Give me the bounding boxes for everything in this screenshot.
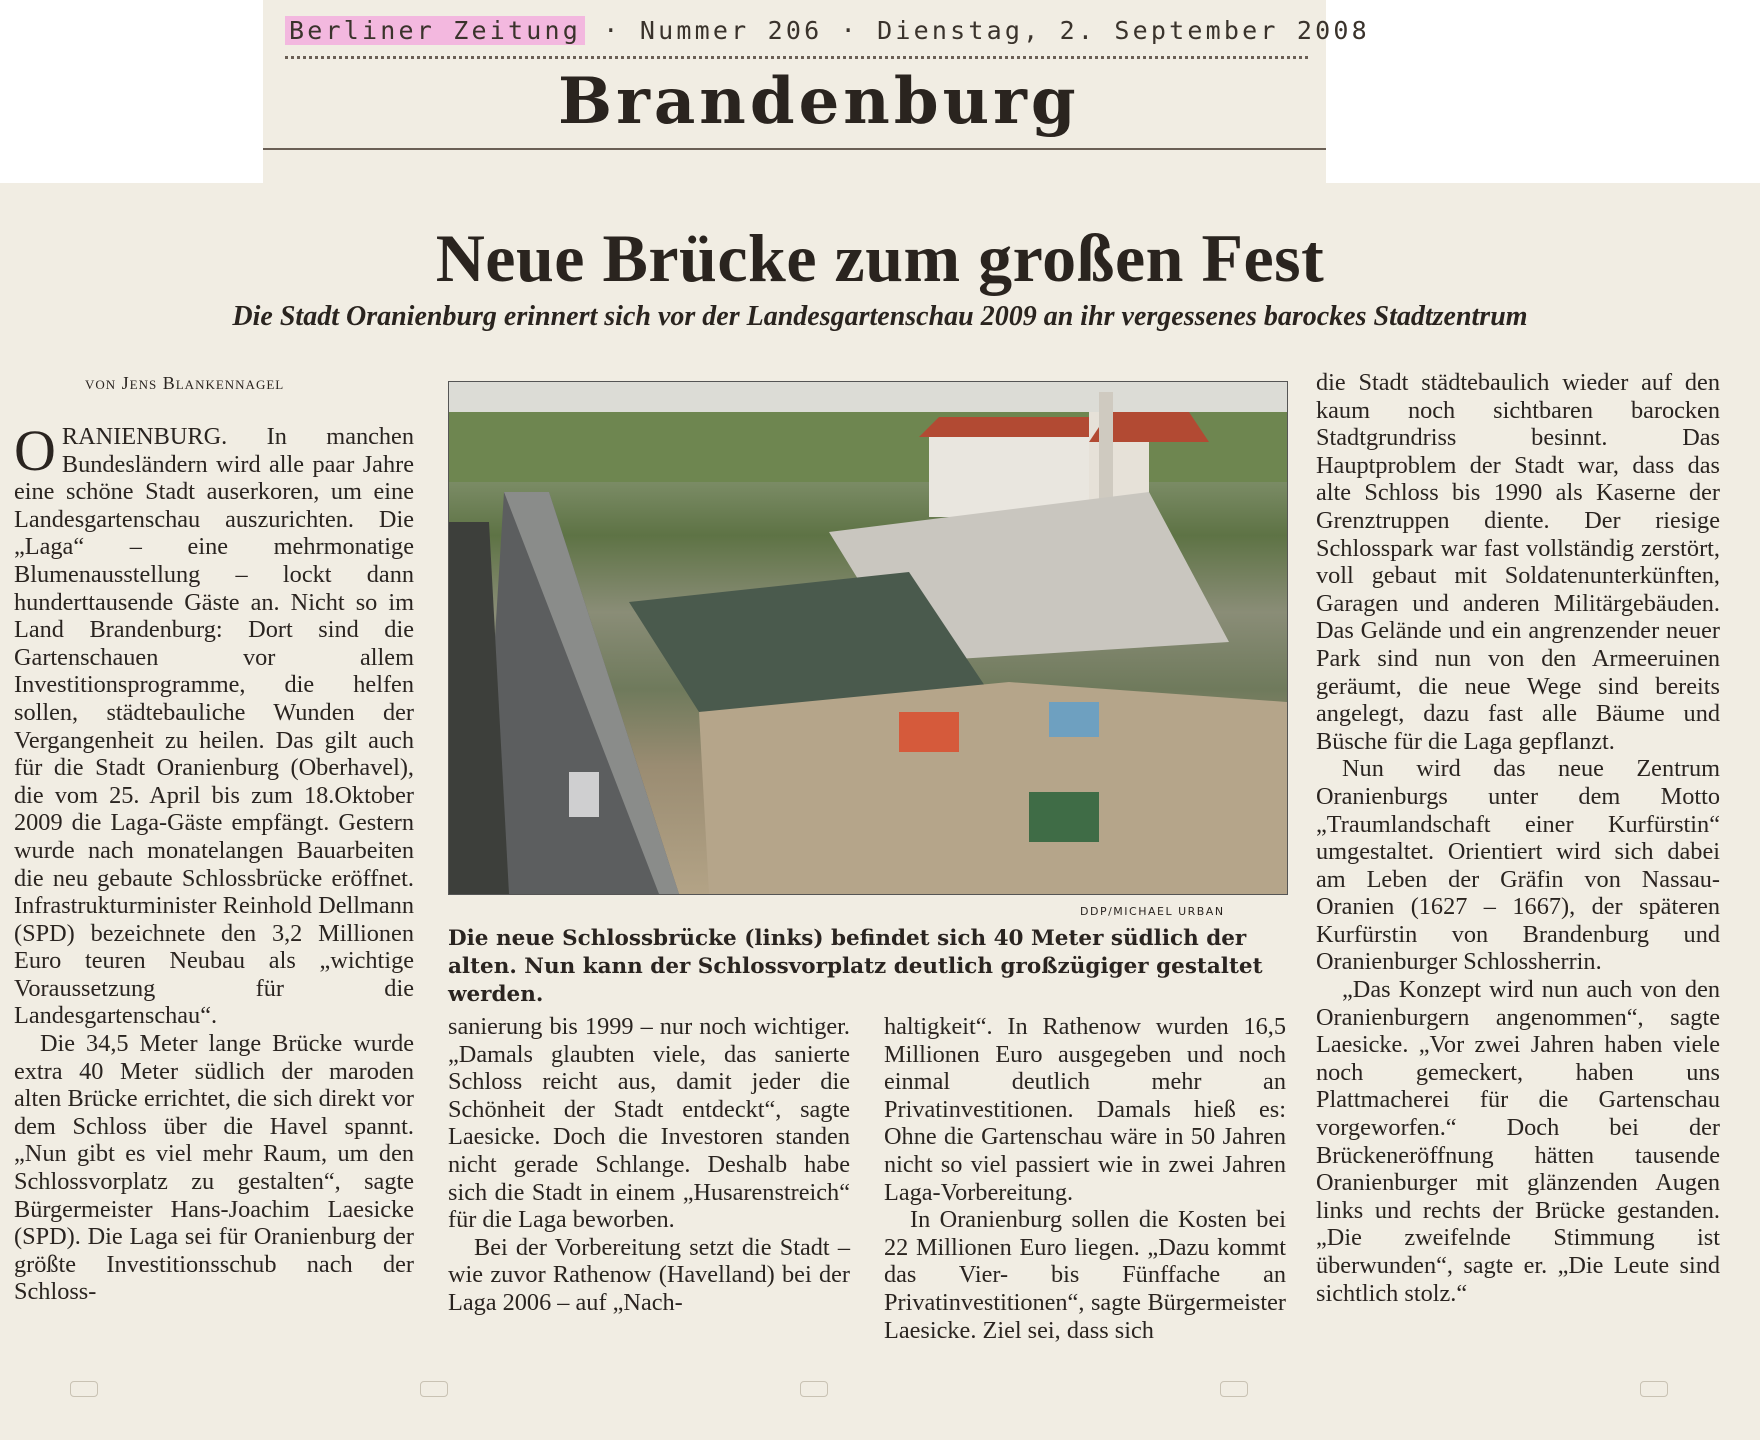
bridge-photo [448, 381, 1288, 895]
photo-caption: Die neue Schlossbrücke (links) befindet sich 40 Meter südlich der alten. Nun kann der Schlossvorplatz deutlich großzügiger gestaltet werden. [448, 926, 1263, 1007]
paragraph: haltigkeit“. In Rathenow wurden 16,5 Millionen Euro ausgegeben und noch einmal deutlich mehr an Privatinvestitionen. Damals hieß es: Ohne die Gartenschau wäre in 50 Jahren nicht so viel passiert wie in zwei Jahren Laga-Vorbereitung. [884, 1013, 1286, 1206]
separator: · [603, 16, 622, 45]
article-column-3 [884, 1013, 1286, 1344]
fold-mark [420, 1381, 448, 1397]
paragraph: Bei der Vorbereitung setzt die Stadt – wie zuvor Rathenow (Havelland) bei der Laga 2006 – auf „Nach- [448, 1233, 850, 1316]
fold-mark [1640, 1381, 1668, 1397]
bridge-photo-illustration [449, 382, 1287, 894]
photo-credit: DDP/MICHAEL URBAN [1080, 905, 1225, 918]
paragraph: die Stadt städtebaulich wieder auf den kaum noch sichtbaren barocken Stadtgrundriss besinnt. Das Hauptproblem der Stadt war, dass das alte Schloss bis 1990 als Kaserne der Grenztruppen diente. Der riesige Schlosspark war fast vollständig zerstört, voll gebaut mit Soldatenunterkünften, Garagen und anderen Militärgebäuden. Das Gelände und ein angrenzender neuer Park sind nun von den Armeeruinen geräumt, die neue Wege sind bereits angelegt, dazu fast alle Bäume und Büsche für die Laga gepflanzt. [1316, 369, 1720, 755]
subheadline: Die Stadt Oranienburg erinnert sich vor der Landesgartenschau 2009 an ihr vergessenes barockes Stadtzentrum [232, 301, 1528, 332]
newspaper-name: Berliner Zeitung [285, 16, 585, 45]
paragraph: ORANIENBURG. In manchen Bundesländern wird alle paar Jahre eine schöne Stadt auserkoren, um eine Landesgartenschau auszurichten. Die „Laga“ – eine mehrmonatige Blumenausstellung – lockt dann hunderttausende Gäste an. Nicht so im Land Brandenburg: Dort sind die Gartenschauen vor allem Investitionsprogramme, die helfen sollen, städtebauliche Wunden der Vergangenheit zu heilen. Das gilt auch für die Stadt Oranienburg (Oberhavel), die vom 25. April bis zum 18.Oktober 2009 die Laga-Gäste empfängt. Gestern wurde nach monatelangen Bauarbeiten die neu gebaute Schlossbrücke eröffnet. Infrastrukturminister Reinhold Dellmann (SPD) bezeichnete den 3,2 Millionen Euro teuren Neubau als „wichtige Voraussetzung für die Landesgartenschau“. [14, 418, 414, 1030]
fold-mark [1220, 1381, 1248, 1397]
article-column-4 [1316, 369, 1720, 1307]
masthead-line [285, 16, 1370, 45]
drop-cap: O [14, 418, 56, 483]
section-rule [263, 148, 1326, 150]
issue-date: Dienstag, 2. September 2008 [877, 16, 1370, 45]
issue-number: Nummer 206 [639, 16, 823, 45]
article-column-2 [448, 1013, 850, 1317]
paragraph: „Das Konzept wird nun auch von den Oranienburgern angenommen“, sagte Laesicke. „Vor zwei Jahren haben viele noch gemeckert, haben uns Plattmacherei für die Gartenschau vorgeworfen.“ Doch bei der Brückeneröffnung hätten tausende Oranienburger mit glänzenden Augen links und rechts der Brücke gestanden. „Die zweifelnde Stimmung ist überwunden“, sagte er. „Die Leute sind sichtlich stolz.“ [1316, 976, 1720, 1307]
fold-mark [800, 1381, 828, 1397]
separator: · [840, 16, 859, 45]
paragraph: Die 34,5 Meter lange Brücke wurde extra 40 Meter südlich der maroden alten Brücke errichtet, die sich direkt vor dem Schloss über die Havel spannt. „Nun gibt es viel mehr Raum, um den Schlossvorplatz zu gestalten“, sagte Bürgermeister Hans-Joachim Laesicke (SPD). Die Laga sei für Oranienburg der größte Investitionsschub nach der Schloss- [14, 1030, 414, 1306]
paragraph: sanierung bis 1999 – nur noch wichtiger. „Damals glaubten viele, das sanierte Schloss reicht aus, damit jeder die Schönheit der Stadt entdeckt“, sagte Laesicke. Doch die Investoren standen nicht gerade Schlange. Deshalb habe sich die Stadt in einem „Husarenstreich“ für die Laga beworben. [448, 1013, 850, 1234]
section-title: Brandenburg [558, 64, 1080, 139]
fold-mark [70, 1381, 98, 1397]
paragraph: In Oranienburg sollen die Kosten bei 22 Millionen Euro liegen. „Dazu kommt das Vier- bis Fünffache an Privatinvestitionen“, sagte Bürgermeister Laesicke. Ziel sei, dass sich [884, 1206, 1286, 1344]
article-column-1 [14, 418, 414, 1306]
article-clipping [0, 183, 1760, 1440]
paragraph: Nun wird das neue Zentrum Oranienburgs unter dem Motto „Traumlandschaft einer Kurfürstin“ umgestaltet. Orientiert wird sich dabei am Leben der Gräfin von Nassau-Oranien (1627 – 1667), der späteren Kurfürstin von Brandenburg und Oranienburger Schlossherrin. [1316, 755, 1720, 976]
headline: Neue Brücke zum großen Fest [435, 220, 1325, 296]
byline: von Jens Blankennagel [85, 373, 285, 393]
masthead-clipping [263, 0, 1370, 183]
dotted-divider [285, 56, 1308, 59]
